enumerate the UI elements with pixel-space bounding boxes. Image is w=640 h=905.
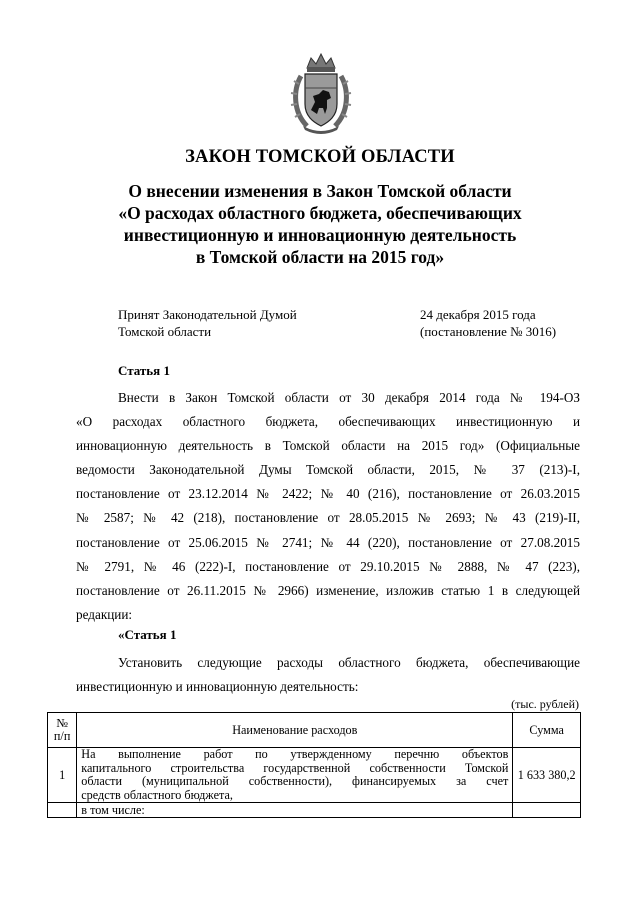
table-row xyxy=(48,748,581,803)
law-subtitle xyxy=(70,180,570,268)
article-line: постановление от 25.06.2015 № 2741; № 44 (220), постановление от 27.08.2015 xyxy=(76,534,580,550)
article-body xyxy=(76,386,580,627)
article-line: № 2791, № 46 (222)-I, постановление от 29.10.2015 № 2888, № 47 (223), xyxy=(76,558,580,574)
table-header-row xyxy=(48,713,581,748)
table-units: (тыс. рублей) xyxy=(511,697,579,711)
subtitle-line: О внесении изменения в Закон Томской области xyxy=(128,181,512,201)
row-num: 1 xyxy=(48,748,77,803)
article-line: ведомости Законодательной Думы Томской области, 2015, № 37 (213)-I, xyxy=(76,462,580,478)
coat-of-arms-icon xyxy=(289,50,353,136)
header-sum: Сумма xyxy=(513,713,581,748)
quoted-article-body xyxy=(76,651,580,699)
row-name-line: области (муниципальной собственности), финансируемых за счет xyxy=(81,774,509,788)
row-name-line: средств областного бюджета, xyxy=(81,787,233,802)
article-line: инновационную деятельность в Томской области на 2015 год» (Официальные xyxy=(76,438,580,454)
row-sum: 1 633 380,2 xyxy=(513,748,581,803)
adoption-date-line: 24 декабря 2015 года xyxy=(420,307,536,322)
subtitle-line: инвестиционную и инновационную деятельность xyxy=(123,225,517,245)
adopted-by xyxy=(118,306,297,340)
quoted-article-line: инвестиционную и инновационную деятельность: xyxy=(76,679,359,695)
subtitle-line: «О расходах областного бюджета, обеспечивающих xyxy=(118,203,522,223)
quoted-article-heading: «Статья 1 xyxy=(118,627,177,642)
row-name-line: капитального строительства государственной собственности Томской xyxy=(81,760,509,775)
article-line: редакции: xyxy=(76,606,133,622)
adoption-date xyxy=(420,306,556,340)
law-title: ЗАКОН ТОМСКОЙ ОБЛАСТИ xyxy=(185,147,455,167)
expenses-table xyxy=(47,712,581,818)
row-num xyxy=(48,803,77,818)
article-line: «О расходах областного бюджета, обеспечивающих инвестиционную и xyxy=(76,414,580,430)
row-name xyxy=(77,748,513,803)
article-line: Внести в Закон Томской области от 30 декабря 2014 года № 194-ОЗ xyxy=(118,390,580,405)
row-name-line: На выполнение работ по утвержденному перечню объектов xyxy=(81,747,509,761)
row-name: в том числе: xyxy=(77,803,513,818)
article-line: № 2587; № 42 (218), постановление от 28.05.2015 № 2693; № 43 (219)-II, xyxy=(76,510,580,526)
subtitle-line: в Томской области на 2015 год» xyxy=(195,247,445,267)
header-name: Наименование расходов xyxy=(77,713,513,748)
article-line: постановление от 23.12.2014 № 2422; № 40 (216), постановление от 26.03.2015 xyxy=(76,486,580,502)
article-line: постановление от 26.11.2015 № 2966) изменение, изложив статью 1 в следующей xyxy=(76,582,580,598)
table-row xyxy=(48,803,581,818)
row-sum xyxy=(513,803,581,818)
adoption-resolution-line: (постановление № 3016) xyxy=(420,324,557,339)
header-num-symbol: № xyxy=(56,716,68,730)
adopted-by-line: Томской области xyxy=(118,324,212,339)
quoted-article-line: Установить следующие расходы областного бюджета, обеспечивающие xyxy=(118,655,580,670)
article-heading: Статья 1 xyxy=(118,363,170,378)
header-num-label: п/п xyxy=(53,729,71,743)
header-num xyxy=(48,713,77,748)
adopted-by-line: Принят Законодательной Думой xyxy=(118,307,297,322)
